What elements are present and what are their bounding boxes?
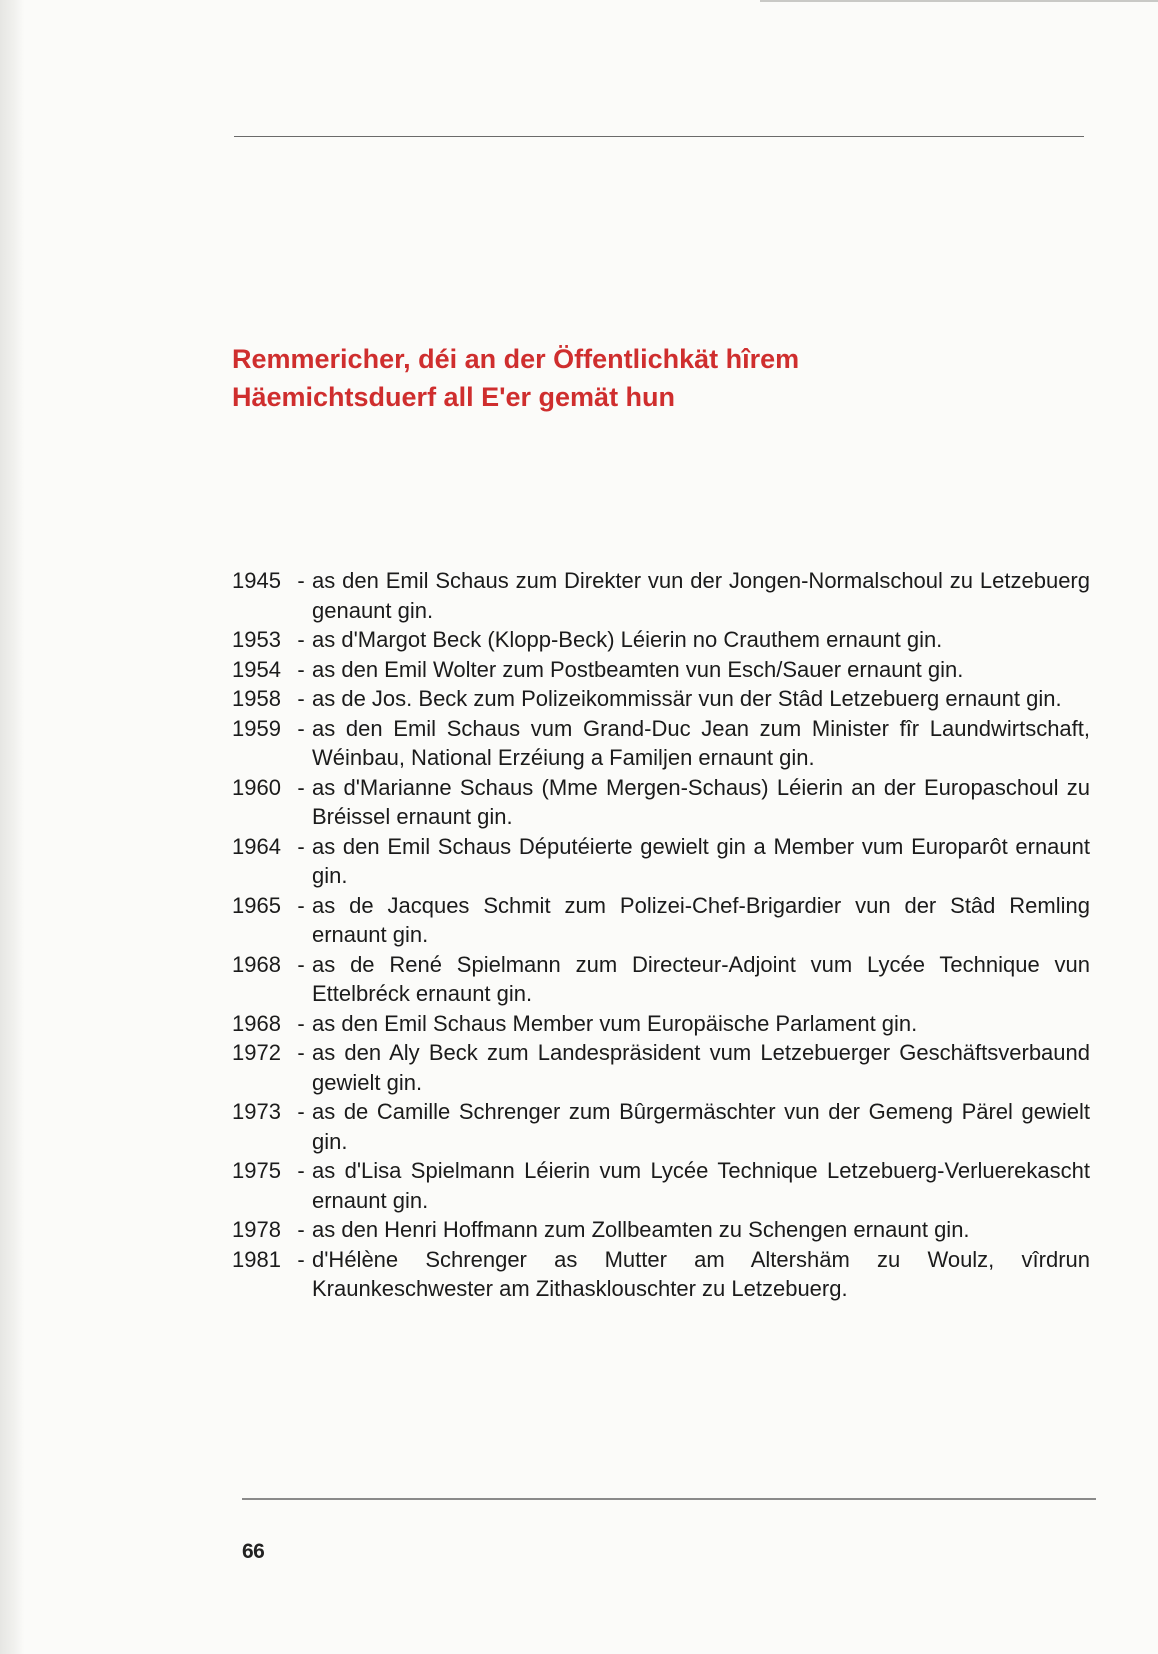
list-item	[232, 773, 1090, 832]
page-number: 66	[242, 1540, 265, 1563]
list-item	[232, 891, 1090, 950]
entry-text: as den Emil Schaus Députéierte gewielt gin a Member vum Europarôt ernaunt gin.	[312, 833, 1090, 888]
bottom-rule	[242, 1498, 1096, 1500]
entry-text: as d'Lisa Spielmann Léierin vum Lycée Technique Letzebuerg-Verluerekascht ernaunt gin.	[312, 1158, 1090, 1213]
entry-text: as den Emil Schaus vum Grand-Duc Jean zum Minister fîr Laundwirtschaft, Wéinbau, National Erzéiung a Familjen ernaunt gin.	[312, 715, 1090, 770]
entry-dash: -	[297, 1040, 305, 1065]
entry-text: as d'Marianne Schaus (Mme Mergen-Schaus) Léierin an der Europaschoul zu Bréissel ernaunt gin.	[312, 774, 1090, 829]
entry-dash: -	[297, 1010, 305, 1036]
entry-dash: -	[297, 1217, 305, 1242]
entry-year: 1965	[232, 892, 281, 918]
list-item	[232, 566, 1090, 625]
entry-text: as den Emil Schaus zum Direkter vun der Jongen-Normalschoul zu Letzebuerg genaunt gin.	[312, 568, 1090, 623]
list-item	[232, 1245, 1090, 1304]
entry-year: 1978	[232, 1217, 281, 1242]
entry-year: 1959	[232, 715, 281, 741]
entry-year: 1968	[232, 951, 281, 977]
list-item	[232, 714, 1090, 773]
entry-year: 1964	[232, 833, 281, 859]
entry-year: 1960	[232, 774, 281, 800]
entry-year: 1981	[232, 1246, 281, 1272]
list-item	[232, 655, 1090, 685]
entry-dash: -	[297, 1246, 305, 1272]
list-item	[232, 1038, 1090, 1097]
list-item	[232, 1215, 1090, 1245]
entry-dash: -	[297, 951, 305, 977]
entry-text: as de René Spielmann zum Directeur-Adjoint vum Lycée Technique vun Ettelbréck ernaunt gin.	[312, 951, 1090, 1006]
entry-text: as den Henri Hoffmann zum Zollbeamten zu Schengen ernaunt gin.	[312, 1217, 970, 1242]
entry-year: 1953	[232, 627, 281, 652]
entry-dash: -	[297, 627, 305, 652]
list-item	[232, 1156, 1090, 1215]
entry-text: as de Jacques Schmit zum Polizei-Chef-Brigardier vun der Stâd Remling ernaunt gin.	[312, 892, 1090, 947]
top-rule	[234, 136, 1084, 137]
list-item	[232, 1009, 1090, 1039]
entry-year: 1975	[232, 1158, 281, 1183]
entry-dash: -	[297, 774, 305, 800]
list-item	[232, 1097, 1090, 1156]
entry-year: 1973	[232, 1099, 281, 1124]
entry-dash: -	[297, 1099, 305, 1124]
entry-dash: -	[297, 715, 305, 741]
entry-dash: -	[297, 1158, 305, 1183]
heading-line-1: Remmericher, déi an der Öffentlichkät hîrem	[232, 344, 800, 374]
entry-year: 1972	[232, 1040, 281, 1065]
list-item	[232, 950, 1090, 1009]
entry-text: as den Aly Beck zum Landespräsident vum Letzebuerger Geschäftsverbaund gewielt gin.	[312, 1040, 1090, 1095]
entry-text: d'Hélène Schrenger as Mutter am Altershäm zu Woulz, vîrdrun Kraunkeschwester am Zithasklouschter zu Letzebuerg.	[312, 1246, 1090, 1301]
entry-text: as d'Margot Beck (Klopp-Beck) Léierin no Crauthem ernaunt gin.	[312, 627, 943, 652]
list-item	[232, 832, 1090, 891]
heading-line-2: Häemichtsduerf all E'er gemät hun	[232, 382, 676, 412]
page-edge-top-line	[760, 0, 1158, 2]
entry-year: 1968	[232, 1010, 281, 1036]
entry-dash: -	[297, 686, 305, 711]
page-edge-shadow	[0, 0, 24, 1654]
entry-text: as de Jos. Beck zum Polizeikommissär vun der Stâd Letzebuerg ernaunt gin.	[312, 686, 1062, 711]
entry-dash: -	[297, 892, 305, 918]
list-item	[232, 625, 1090, 655]
entry-year: 1954	[232, 656, 281, 682]
appointments-list	[232, 566, 1090, 1304]
entry-text: as den Emil Schaus Member vum Europäische Parlament gin.	[312, 1010, 918, 1036]
entry-year: 1958	[232, 686, 281, 711]
entry-year: 1945	[232, 568, 281, 593]
list-item	[232, 684, 1090, 714]
entry-text: as den Emil Wolter zum Postbeamten vun Esch/Sauer ernaunt gin.	[312, 656, 964, 682]
entry-dash: -	[297, 568, 305, 593]
entry-dash: -	[297, 833, 305, 859]
page-heading	[232, 340, 992, 416]
entry-dash: -	[297, 656, 305, 682]
entry-text: as de Camille Schrenger zum Bûrgermäschter vun der Gemeng Pärel gewielt gin.	[312, 1099, 1090, 1154]
